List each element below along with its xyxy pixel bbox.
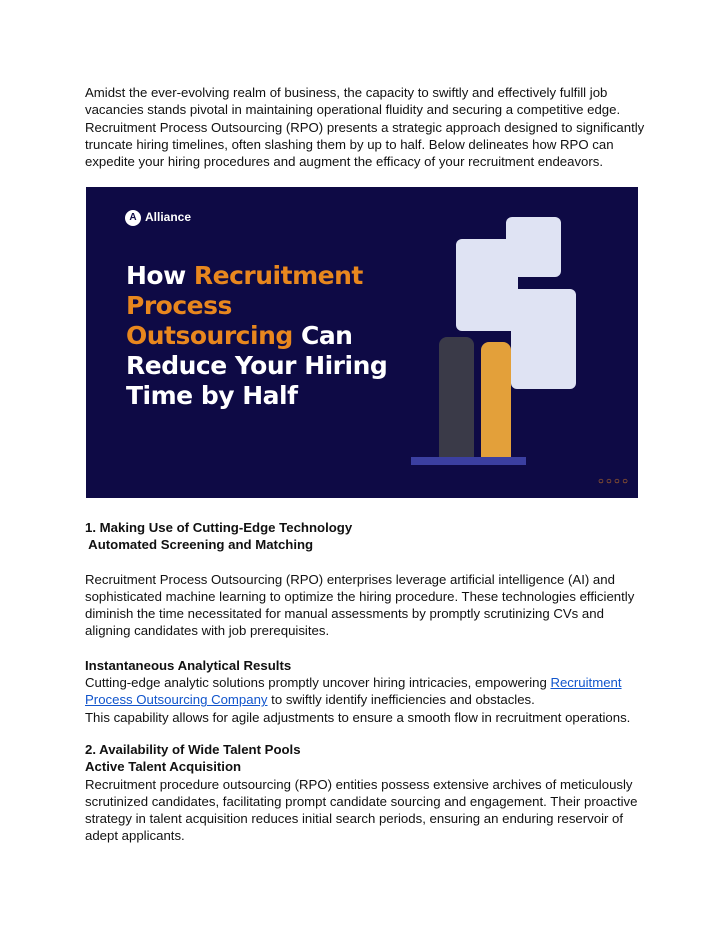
profile-card <box>506 217 561 277</box>
hero-image <box>86 187 638 498</box>
person-illustration <box>439 337 474 462</box>
profile-card <box>511 289 576 389</box>
section-2: 2. Availability of Wide Talent Pools Active Talent Acquisition Recruitment procedure outsourcing (RPO) entities possess extensive archives of meticulously scrutinized candidates, facilitating prompt candidate sourcing and engagement. Their proactive strategy in talent acquisition reduces initial search periods, ensuring an enduring reservoir of adept applicants. <box>85 742 638 844</box>
rpo-company-link[interactable]: Recruitment Process Outsourcing Company <box>85 675 622 708</box>
section-1: 1. Making Use of Cutting-Edge Technology Automated Screening and Matching Recruitment Process Outsourcing (RPO) enterprises leverage artificial intelligence (AI) and sophisticated machine learning to optimize the hiring procedure. These technologies efficiently diminish the time necessitated for manual assessments by promptly scrutinizing CVs and aligning candidates with job prerequisites. Instantaneous Analytical Results Cutting-edge analytic solutions promptly uncover hiring intricacies, empowering Recruitment Process Outsourcing Company to swiftly identify inefficiencies and obstacles. This capability allows for agile adjustments to ensure a smooth flow in recruitment operations. <box>85 520 635 725</box>
subheading: Active Talent Acquisition <box>85 759 242 775</box>
intro-paragraph: Amidst the ever-evolving realm of business, the capacity to swiftly and effectively fulfill job vacancies stands pivotal in maintaining operational fluidity and securing a competitive edge. Recruitment Process Outsourcing (RPO) presents a strategic approach designed to significantly truncate hiring timelines, often slashing them by up to half. Below delineates how RPO can expedite your hiring procedures and augment the efficacy of your recruitment endeavors. <box>85 85 645 170</box>
section-heading: 1. Making Use of Cutting-Edge Technology <box>85 520 353 535</box>
person-illustration <box>481 342 511 462</box>
subheading: Instantaneous Analytical Results <box>85 657 292 673</box>
hero-title: How Recruitment Process Outsourcing Can Reduce Your Hiring Time by Half <box>126 261 388 410</box>
subheading: Automated Screening and Matching <box>85 537 314 553</box>
carousel-dots: ○○○○ <box>597 475 630 487</box>
section-heading: 2. Availability of Wide Talent Pools <box>85 742 301 757</box>
platform <box>411 457 526 465</box>
alliance-logo: A Alliance <box>125 209 191 226</box>
